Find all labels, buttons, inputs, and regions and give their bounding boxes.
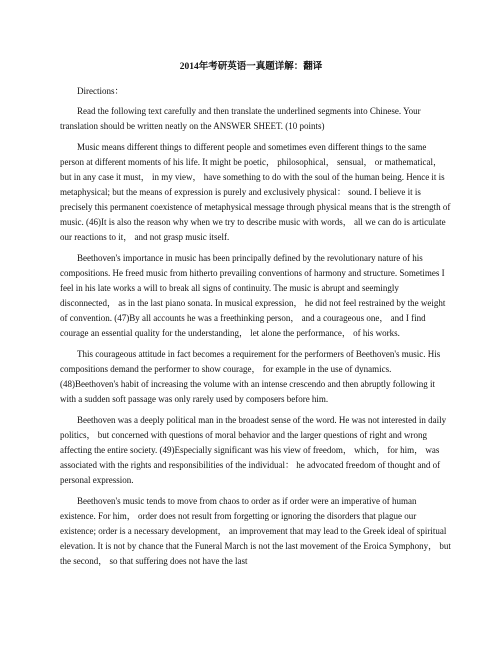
page-title: 2014年考研英语一真题详解：翻译 (179, 62, 323, 72)
paragraph-3: This courageous attitude in fact becomes a requirement for the performers of Beethoven's music. His compositions demand the performer to show courage， for example in the use of dynamics. (48)Beethoven's habit of increasing the volume with an intense crescendo and then abruptly following it with a sudden soft passage was only rarely used by composers before him. (60, 349, 441, 404)
paragraph-1: Music means different things to different people and sometimes even different things to the same person at different moments of his life. It might be poetic， philosophical， sensual， or mathematical， but in any case it must， in my view， have something to do with the soul of the human being. Hence it is metaphysical; but the means of expression is purely and exclusively physical： sound. I believe it is precisely this permanent coexistence of metaphysical message through physical means that is the strength of music. (46)It is also the reason why when we try to describe music with words， all we can do is articulate our reactions to it， and not grasp music itself. (60, 142, 451, 242)
paragraph-2: Beethoven's importance in music has been principally defined by the revolutionary nature of his compositions. He freed music from hitherto prevailing conventions of harmony and structure. Sometimes I feel in his late works a will to break all signs of continuity. The music is abrupt and seemingly disconnected， as in the last piano sonata. In musical expression， he did not feel restrained by the weight of convention. (47)By all accounts he was a freethinking person， and a courageous one， and I find courage an essential quality for the understanding， let alone the performance， of his works. (60, 253, 446, 338)
paragraph-5: Beethoven's music tends to move from chaos to order as if order were an imperative of human existence. For him， order does not result from forgetting or ignoring the disorders that plague our existence; order is a necessary development， an improvement that may lead to the Greek ideal of spiritual elevation. It is not by chance that the Funeral March is not the last movement of the Eroica Symphony， but the second， so that suffering does not have the last (60, 496, 451, 566)
document-body (60, 104, 452, 575)
paragraph-4: Beethoven was a deeply political man in the broadest sense of the word. He was not interested in daily politics， but concerned with questions of moral behavior and the larger questions of right and wrong affecting the entire society. (49)Especially significant was his view of freedom， which， for him， was associated with the rights and responsibilities of the individual： he advocated freedom of thought and of personal expression. (60, 415, 447, 485)
paragraph-instructions: Read the following text carefully and then translate the underlined segments into Chinese. Your translation should be written neatly on the ANSWER SHEET. (10 points) (60, 106, 421, 131)
directions-label: Directions： (77, 86, 124, 96)
